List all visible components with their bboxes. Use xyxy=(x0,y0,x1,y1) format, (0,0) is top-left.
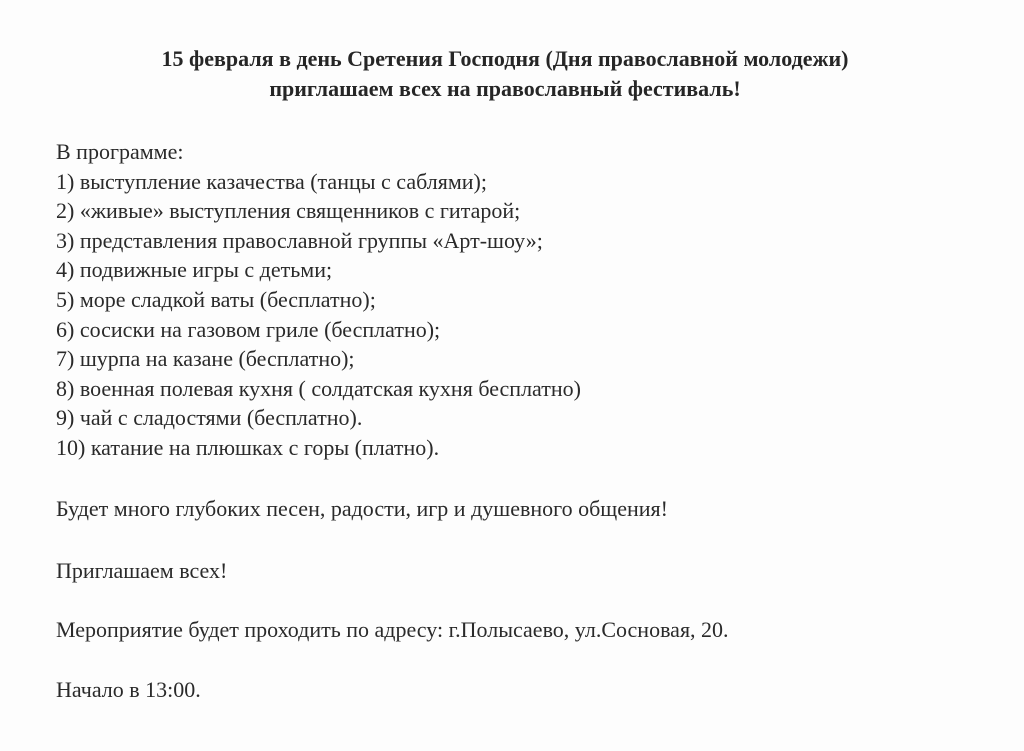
songs-paragraph: Будет много глубоких песен, радости, игр и душевного общения! xyxy=(56,496,669,521)
program-item: 9) чай с сладостями (бесплатно). xyxy=(56,405,363,431)
program-item: 8) военная полевая кухня ( солдатская кухня бесплатно) xyxy=(56,375,581,401)
program-item: 6) сосиски на газовом гриле (бесплатно); xyxy=(56,316,441,342)
program-item: 5) море сладкой ваты (бесплатно); xyxy=(56,286,376,312)
program-list xyxy=(56,137,581,463)
address-paragraph: Мероприятие будет проходить по адресу: г.Полысаево, ул.Сосновая, 20. xyxy=(56,617,729,642)
program-item: 4) подвижные игры с детьми; xyxy=(56,257,333,283)
document-title xyxy=(0,44,1010,104)
program-item: 2) «живые» выступления священников с гитарой; xyxy=(56,198,521,224)
program-item: 10) катание на плюшках с горы (платно). xyxy=(56,434,440,460)
title-line-2: приглашаем всех на православный фестиваль! xyxy=(269,76,741,101)
invite-paragraph: Приглашаем всех! xyxy=(56,558,228,583)
title-line-1: 15 февраля в день Сретения Господня (Дня православной молодежи) xyxy=(161,46,849,71)
program-item: 1) выступление казачества (танцы с саблями); xyxy=(56,168,487,194)
program-heading: В программе: xyxy=(56,139,184,164)
program-item: 7) шурпа на казане (бесплатно); xyxy=(56,346,355,372)
program-item: 3) представления православной группы «Арт-шоу»; xyxy=(56,227,543,253)
start-time-paragraph: Начало в 13:00. xyxy=(56,677,201,702)
